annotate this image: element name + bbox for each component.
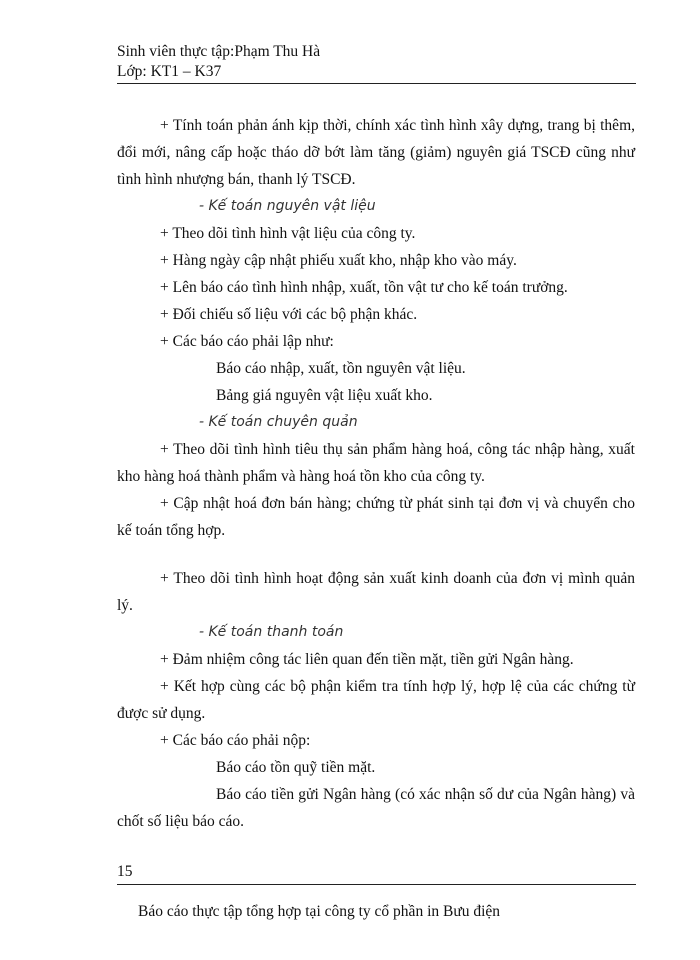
sub-item: Bảng giá nguyên vật liệu xuất kho. (216, 387, 433, 404)
header-student: Sinh viên thực tập:Phạm Thu Hà (117, 43, 321, 60)
paragraph-item: + Theo dõi tình hình tiêu thụ sản phẩm hàng hoá, công tác nhập hàng, xuất kho hàng hoá thành phẩm và hàng hoá tồn kho của công ty. (117, 441, 635, 485)
sub-item: Báo cáo tiền gửi Ngân hàng (có xác nhận số dư của Ngân hàng) và chốt số liệu báo cáo. (117, 786, 635, 830)
section-nguyen-vat-lieu: - Kế toán nguyên vật liệu (199, 198, 376, 214)
paragraph-item: + Lên báo cáo tình hình nhập, xuất, tồn vật tư cho kế toán trưởng. (160, 279, 568, 296)
paragraph-item: + Các báo cáo phải nộp: (160, 732, 311, 749)
paragraph-item: + Các báo cáo phải lập như: (160, 333, 334, 350)
footer-rule (117, 884, 636, 885)
header-class: Lớp: KT1 – K37 (117, 63, 222, 80)
paragraph-item: + Kết hợp cùng các bộ phận kiểm tra tính hợp lý, hợp lệ của các chứng từ được sử dụng. (117, 678, 635, 722)
paragraph-tscd: + Tính toán phản ánh kịp thời, chính xác tình hình xây dựng, trang bị thêm, đổi mới, nâng cấp hoặc tháo dỡ bớt làm tăng (giảm) nguyên giá TSCĐ cũng như tình hình nhượng bán, thanh lý TSCĐ. (117, 117, 635, 188)
paragraph-item: + Theo dõi tình hình hoạt động sản xuất kinh doanh của đơn vị mình quản lý. (117, 570, 635, 614)
body-block-1 (117, 112, 635, 544)
paragraph-item: + Theo dõi tình hình vật liệu của công ty. (160, 225, 416, 242)
page-header (117, 42, 320, 82)
section-thanh-toan: - Kế toán thanh toán (199, 624, 344, 640)
paragraph-item: + Cập nhật hoá đơn bán hàng; chứng từ phát sinh tại đơn vị và chuyển cho kế toán tổng hợp. (117, 495, 635, 539)
body-block-2 (117, 565, 635, 835)
paragraph-item: + Đảm nhiệm công tác liên quan đến tiền mặt, tiền gửi Ngân hàng. (160, 651, 574, 668)
page-number: 15 (117, 863, 133, 880)
paragraph-item: + Hàng ngày cập nhật phiếu xuất kho, nhập kho vào máy. (160, 252, 517, 269)
sub-item: Báo cáo tồn quỹ tiền mặt. (216, 759, 376, 776)
footer-title: Báo cáo thực tập tổng hợp tại công ty cổ phần in Bưu điện (138, 903, 501, 920)
section-chuyen-quan: - Kế toán chuyên quản (199, 414, 358, 430)
header-rule (117, 83, 636, 84)
paragraph-item: + Đối chiếu số liệu với các bộ phận khác. (160, 306, 418, 323)
sub-item: Báo cáo nhập, xuất, tồn nguyên vật liệu. (216, 360, 466, 377)
